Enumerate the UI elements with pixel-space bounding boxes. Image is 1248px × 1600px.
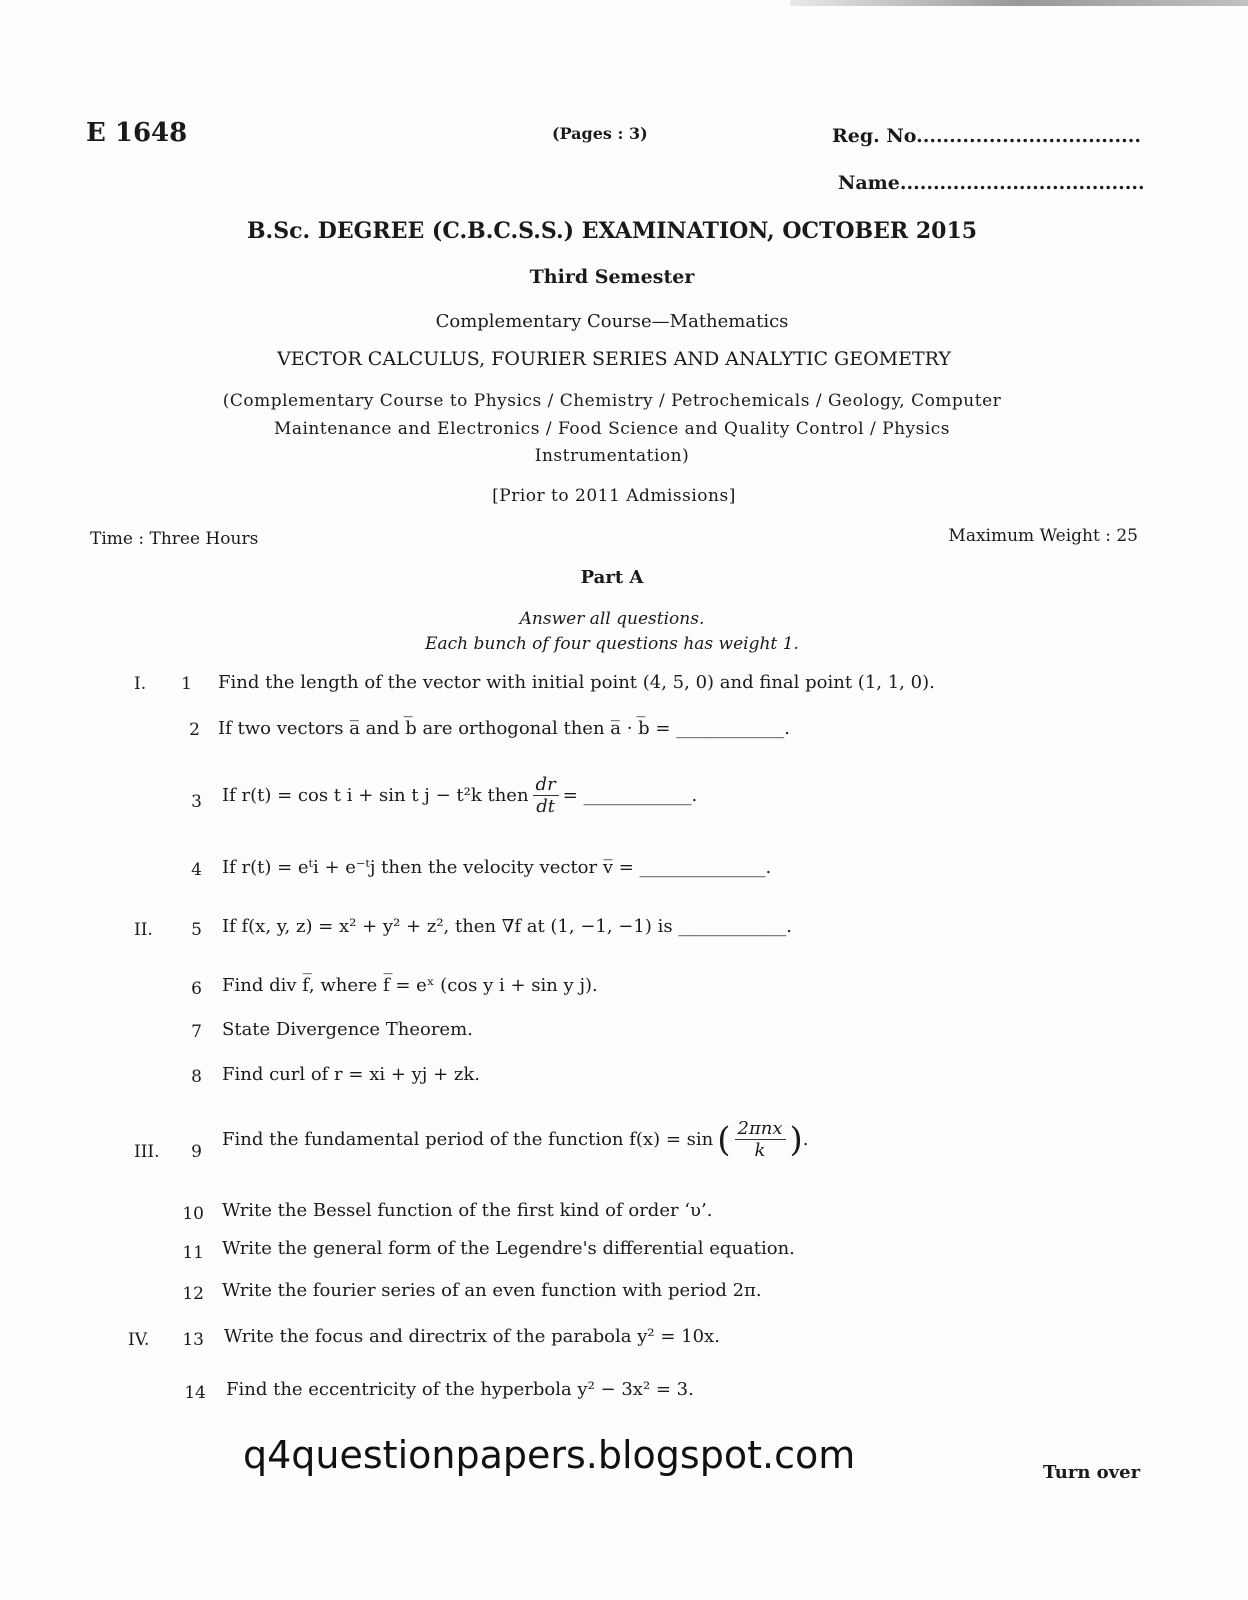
question-number: 4 [191, 860, 202, 880]
question-text: If r(t) = eᵗi + e⁻ᵗj then the velocity vector v̅ = ______________. [222, 857, 772, 878]
question-text: Write the Bessel function of the first kind of order ‘υ’. [222, 1200, 713, 1221]
scan-edge [790, 0, 1248, 6]
question-number: 6 [191, 979, 202, 999]
instruction-2: Each bunch of four questions has weight 1. [425, 634, 799, 654]
question-number: 3 [191, 792, 202, 812]
right-paren: ) [789, 1119, 803, 1160]
scope-line-3: Instrumentation) [534, 446, 690, 466]
derivative-fraction [533, 774, 559, 817]
question-text: Find curl of r = xi + yj + zk. [222, 1064, 481, 1085]
question-text: If f(x, y, z) = x² + y² + z², then ∇f at (1, −1, −1) is ____________. [222, 916, 793, 937]
question-number: 1 [181, 674, 192, 694]
group-label: IV. [128, 1330, 150, 1350]
fraction-denominator: k [754, 1140, 766, 1161]
question-text: If two vectors a̅ and b̅ are orthogonal then a̅ · b̅ = ____________. [218, 718, 790, 739]
name-field: Name..................................... [838, 172, 1145, 194]
question-number: 8 [191, 1067, 202, 1087]
group-label: I. [134, 674, 147, 694]
question-number: 13 [182, 1330, 204, 1350]
question-text-tail: = ____________. [562, 785, 698, 806]
group-label: II. [134, 920, 153, 940]
maximum-weight: Maximum Weight : 25 [948, 526, 1138, 546]
scope-line-1: (Complementary Course to Physics / Chemistry / Petrochemicals / Geology, Computer [222, 391, 1002, 411]
fraction-numerator: dr [533, 774, 559, 796]
fraction-denominator: dt [536, 796, 555, 817]
question-text: State Divergence Theorem. [222, 1019, 473, 1040]
instruction-1: Answer all questions. [519, 609, 705, 629]
question-number: 11 [182, 1243, 204, 1263]
question-text [222, 774, 697, 817]
question-number: 12 [182, 1284, 204, 1304]
question-text: Find the eccentricity of the hyperbola y² − 3x² = 3. [226, 1379, 694, 1400]
question-text: Find div f̅, where f̅ = eˣ (cos y i + sin y j). [222, 975, 598, 996]
exam-title: B.Sc. DEGREE (C.B.C.S.S.) EXAMINATION, OCTOBER 2015 [246, 218, 978, 244]
question-text: Write the general form of the Legendre's differential equation. [222, 1238, 795, 1259]
course: Complementary Course—Mathematics [435, 311, 789, 332]
part-heading: Part A [580, 567, 644, 588]
question-number: 5 [191, 920, 202, 940]
group-label: III. [134, 1142, 160, 1162]
page-count: (Pages : 3) [552, 124, 648, 143]
fraction-numerator: 2πnx [735, 1118, 786, 1140]
paper-code: E 1648 [86, 118, 188, 148]
question-text: Write the focus and directrix of the parabola y² = 10x. [224, 1326, 720, 1347]
left-paren: ( [717, 1119, 731, 1160]
question-number: 7 [191, 1022, 202, 1042]
turn-over: Turn over [1043, 1462, 1141, 1483]
time-allowed: Time : Three Hours [90, 529, 259, 549]
reg-no-field: Reg. No.................................. [832, 125, 1142, 147]
subject: VECTOR CALCULUS, FOURIER SERIES AND ANALYTIC GEOMETRY [277, 348, 951, 370]
question-text: Find the length of the vector with initial point (4, 5, 0) and final point (1, 1, 0). [218, 672, 935, 693]
argument-fraction [735, 1118, 786, 1161]
question-text-tail: . [802, 1129, 809, 1150]
question-text-main: Find the fundamental period of the function f(x) = sin [222, 1129, 714, 1150]
question-number: 2 [189, 720, 200, 740]
question-text-main: If r(t) = cos t i + sin t j − t²k then [222, 785, 529, 806]
question-number: 10 [182, 1204, 204, 1224]
watermark-url: q4questionpapers.blogspot.com [243, 1433, 856, 1477]
question-text [222, 1118, 809, 1161]
question-text: Write the fourier series of an even function with period 2π. [222, 1280, 762, 1301]
question-number: 9 [191, 1142, 202, 1162]
question-number: 14 [184, 1383, 206, 1403]
scope-line-2: Maintenance and Electronics / Food Science and Quality Control / Physics [273, 419, 951, 439]
admissions-note: [Prior to 2011 Admissions] [492, 486, 736, 506]
semester: Third Semester [529, 266, 695, 288]
